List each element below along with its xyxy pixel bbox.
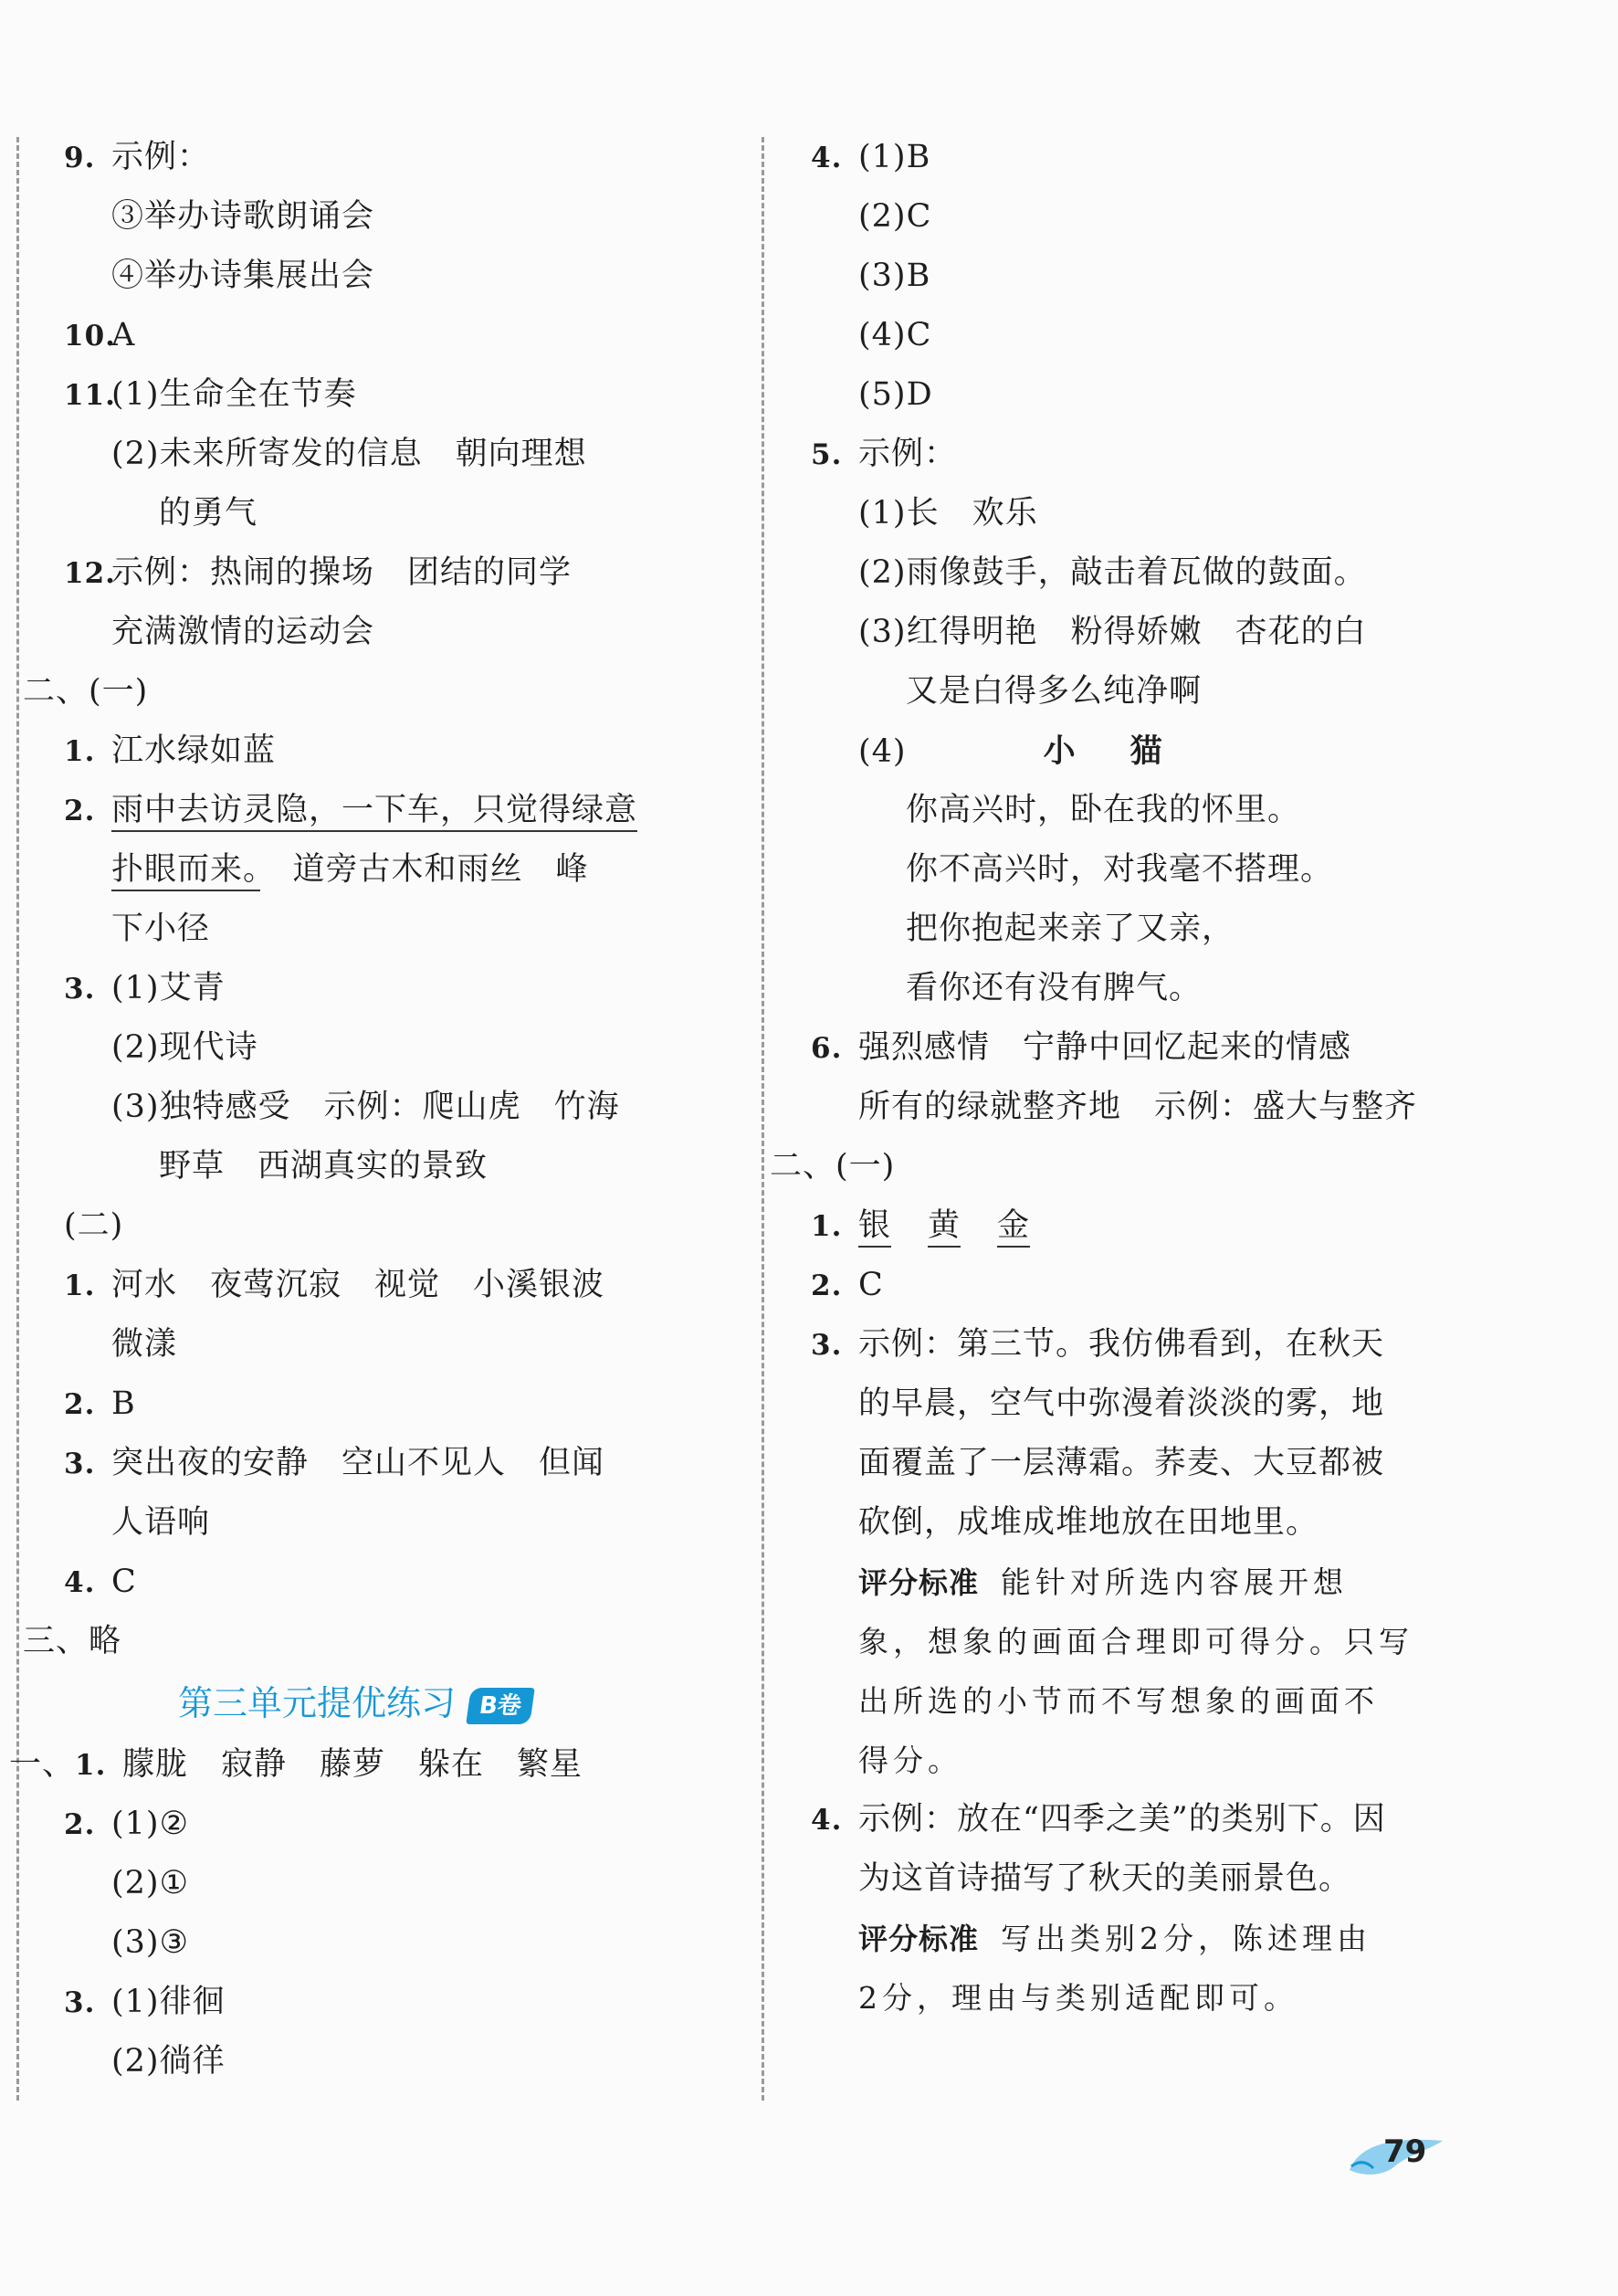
left-margin-rule <box>16 137 19 2101</box>
poem-title: 小猫 <box>1043 732 1217 770</box>
answer-text: 砍倒，成堆成堆地放在田地里。 <box>858 1504 1319 1541</box>
question-number: 9. <box>64 142 96 174</box>
answer-text: (5)D <box>858 376 933 413</box>
answer-line <box>811 1434 1569 1493</box>
answer-text: (1)② <box>111 1806 189 1842</box>
unit-badge: B卷 <box>466 1688 534 1724</box>
underlined-word: 黄 <box>928 1207 961 1248</box>
answer-line <box>64 840 740 900</box>
answer-line <box>811 1374 1569 1434</box>
answer-text: 道旁古木和雨丝 峰 <box>259 851 589 888</box>
answer-text: (3)③ <box>111 1924 189 1961</box>
answer-text: 人语响 <box>111 1504 211 1541</box>
answer-line <box>811 900 1569 959</box>
answer-text: 你不高兴时，对我毫不搭理。 <box>906 851 1334 888</box>
answer-line <box>811 1256 1569 1315</box>
answer-text: 把你抱起来亲了又亲， <box>906 911 1235 947</box>
answer-text: (1)徘徊 <box>111 1984 226 2020</box>
answer-text: 示例： <box>858 436 958 472</box>
answer-line <box>811 1731 1569 1790</box>
answer-line <box>64 1256 740 1315</box>
answer-line <box>811 781 1569 840</box>
page-number-text: 79 <box>1383 2133 1427 2170</box>
question-number: 11. <box>64 379 116 412</box>
answer-text: 的勇气 <box>159 495 258 532</box>
answer-text: 示例：热闹的操场 团结的同学 <box>111 554 573 591</box>
answer-text: 的早晨，空气中弥漫着淡淡的雾，地 <box>858 1385 1385 1422</box>
answer-line <box>811 1196 1569 1256</box>
answer-line <box>64 484 740 543</box>
answer-line <box>64 721 740 781</box>
question-number: 2. <box>64 1808 96 1841</box>
question-number: 6. <box>811 1032 843 1065</box>
answer-line <box>811 1968 1569 2027</box>
answer-text: 示例：放在“四季之美”的类别下。因 <box>858 1801 1386 1838</box>
answer-line <box>64 1913 740 1973</box>
answer-text: (2)雨像鼓手，敲击着瓦做的鼓面。 <box>858 554 1367 591</box>
answer-line <box>64 1434 740 1493</box>
answer-line <box>811 1909 1569 1968</box>
scoring-label: 评分标准 <box>858 1565 980 1600</box>
answer-line <box>64 425 740 484</box>
answer-text: 示例： <box>111 139 211 175</box>
answer-text: C <box>858 1267 884 1303</box>
answer-line <box>64 1018 740 1078</box>
answer-line <box>64 1315 740 1374</box>
scoring-text: 得分。 <box>858 1743 962 1778</box>
answer-line <box>811 543 1569 603</box>
answer-line <box>811 1315 1569 1374</box>
answer-text: 江水绿如蓝 <box>111 732 277 769</box>
answer-line <box>811 425 1569 484</box>
answer-line <box>811 187 1569 247</box>
answer-text: ③举办诗歌朗诵会 <box>111 198 375 235</box>
answer-text: (二) <box>64 1207 124 1244</box>
answer-text: (4) <box>858 733 907 770</box>
answer-text: (2)现代诗 <box>111 1029 258 1066</box>
answer-line <box>64 959 740 1018</box>
answer-text: (2)未来所寄发的信息 朝向理想 <box>111 436 587 472</box>
answer-line <box>64 1854 740 1913</box>
answer-line <box>811 1612 1569 1671</box>
answer-line <box>64 247 740 306</box>
answer-line <box>64 1374 740 1434</box>
answer-text: (2)C <box>858 198 932 235</box>
answer-line <box>811 1553 1569 1612</box>
answer-text: (1)长 欢乐 <box>858 495 1038 532</box>
answer-line <box>811 128 1569 187</box>
answer-line <box>64 543 740 603</box>
answer-line <box>811 1671 1569 1731</box>
unit-title-text: 第三单元提优练习 <box>178 1683 457 1723</box>
answer-line <box>9 1735 740 1795</box>
question-number: 3. <box>64 1448 96 1480</box>
answer-text: 又是白得多么纯净啊 <box>906 673 1203 710</box>
question-number: 4. <box>64 1566 96 1599</box>
scoring-text: 写出类别2分，陈述理由 <box>1001 1921 1372 1956</box>
answer-line <box>64 900 740 959</box>
answer-text: (3)红得明艳 粉得娇嫩 杏花的白 <box>858 614 1367 650</box>
scoring-text: 出所选的小节而不写想象的画面不 <box>858 1683 1379 1719</box>
answer-line <box>23 662 740 721</box>
answer-line <box>811 1493 1569 1553</box>
right-column <box>770 128 1569 2027</box>
underlined-text: 扑眼而来。 <box>111 851 260 891</box>
question-number: 4. <box>811 1804 843 1837</box>
question-number: 1. <box>64 1269 96 1302</box>
answer-line <box>811 1849 1569 1909</box>
answer-line <box>64 187 740 247</box>
answer-text: ④举办诗集展出会 <box>111 258 375 294</box>
question-number: 5. <box>811 438 843 471</box>
question-number: 2. <box>64 795 96 827</box>
question-number: 1. <box>75 1749 107 1782</box>
underlined-word: 金 <box>997 1207 1030 1248</box>
answer-line <box>64 603 740 662</box>
answer-text: 充满激情的运动会 <box>111 614 375 650</box>
answer-line <box>64 1795 740 1854</box>
answer-text: 河水 夜莺沉寂 视觉 小溪银波 <box>111 1267 605 1303</box>
answer-line <box>811 1078 1569 1137</box>
answer-line <box>64 1078 740 1137</box>
answer-text: (3)独特感受 示例：爬山虎 竹海 <box>111 1089 620 1125</box>
answer-line <box>811 1018 1569 1078</box>
answer-line <box>811 247 1569 306</box>
answer-text: 微漾 <box>111 1326 178 1363</box>
answer-line <box>770 1137 1569 1196</box>
answer-text: 示例：第三节。我仿佛看到，在秋天 <box>858 1326 1385 1363</box>
answer-line <box>811 721 1569 781</box>
question-number: 1. <box>64 735 96 768</box>
answer-text: B <box>111 1385 136 1422</box>
answer-line <box>64 1973 740 2032</box>
underlined-text: 雨中去访灵隐，一下车，只觉得绿意 <box>111 792 637 832</box>
answer-line <box>64 1196 740 1256</box>
unit-title <box>64 1671 740 1735</box>
answer-text: 野草 西湖真实的景致 <box>159 1148 489 1185</box>
answer-line <box>811 365 1569 425</box>
answer-text: (4)C <box>858 317 932 353</box>
answer-text: 朦胧 寂静 藤萝 躲在 繁星 <box>122 1746 583 1783</box>
question-number: 12. <box>64 557 116 590</box>
answer-line <box>811 1790 1569 1849</box>
left-column <box>9 128 740 2091</box>
answer-line <box>64 128 740 187</box>
underlined-word: 银 <box>858 1207 891 1248</box>
question-number: 1. <box>811 1210 843 1243</box>
column-divider <box>762 137 764 2101</box>
scoring-text: 能针对所选内容展开想 <box>1001 1564 1349 1600</box>
scoring-label: 评分标准 <box>858 1922 980 1956</box>
answer-line <box>64 2032 740 2091</box>
answer-line <box>64 1553 740 1612</box>
answer-text: 强烈感情 宁静中回忆起来的情感 <box>858 1029 1352 1066</box>
answer-text: 突出夜的安静 空山不见人 但闻 <box>111 1445 605 1481</box>
answer-text: 所有的绿就整齐地 示例：盛大与整齐 <box>858 1089 1418 1125</box>
answer-text: 你高兴时，卧在我的怀里。 <box>906 792 1301 828</box>
question-number: 3. <box>64 1986 96 2019</box>
answer-line <box>64 306 740 365</box>
answer-line <box>64 365 740 425</box>
answer-text: 面覆盖了一层薄霜。荞麦、大豆都被 <box>858 1445 1385 1481</box>
answer-text: 为这首诗描写了秋天的美丽景色。 <box>858 1860 1352 1897</box>
answer-text: (1)生命全在节奏 <box>111 376 357 413</box>
section-heading: 一、 <box>9 1746 76 1783</box>
page-number <box>1342 2128 1461 2183</box>
answer-text: (2)① <box>111 1865 189 1901</box>
question-number: 3. <box>811 1329 843 1362</box>
answer-line <box>64 1137 740 1196</box>
question-number: 3. <box>64 973 96 1006</box>
scoring-text: 象，想象的画面合理即可得分。只写 <box>858 1624 1413 1659</box>
answer-line <box>64 1493 740 1553</box>
section-heading: 二、(一) <box>770 1148 896 1185</box>
answer-text: (1)艾青 <box>111 970 226 1006</box>
question-number: 2. <box>64 1388 96 1421</box>
answer-text: 看你还有没有脾气。 <box>906 970 1203 1006</box>
answer-text: (1)B <box>858 139 931 175</box>
answer-text: 下小径 <box>111 911 211 947</box>
answer-line <box>23 1612 740 1671</box>
answer-line <box>64 781 740 840</box>
answer-line <box>811 959 1569 1018</box>
answer-line <box>811 306 1569 365</box>
section-heading: 三、略 <box>23 1623 122 1659</box>
answer-text: (3)B <box>858 258 931 294</box>
section-heading: 二、(一) <box>23 673 149 710</box>
scoring-text: 2分，理由与类别适配即可。 <box>858 1980 1298 2016</box>
answer-line <box>811 603 1569 662</box>
answer-line <box>811 662 1569 721</box>
question-number: 10. <box>64 320 116 353</box>
answer-line <box>811 840 1569 900</box>
question-number: 4. <box>811 142 843 174</box>
question-number: 2. <box>811 1269 843 1302</box>
answer-text: (2)徜徉 <box>111 2043 226 2080</box>
answer-text: C <box>111 1564 137 1600</box>
answer-line <box>811 484 1569 543</box>
answer-text: A <box>111 317 136 353</box>
